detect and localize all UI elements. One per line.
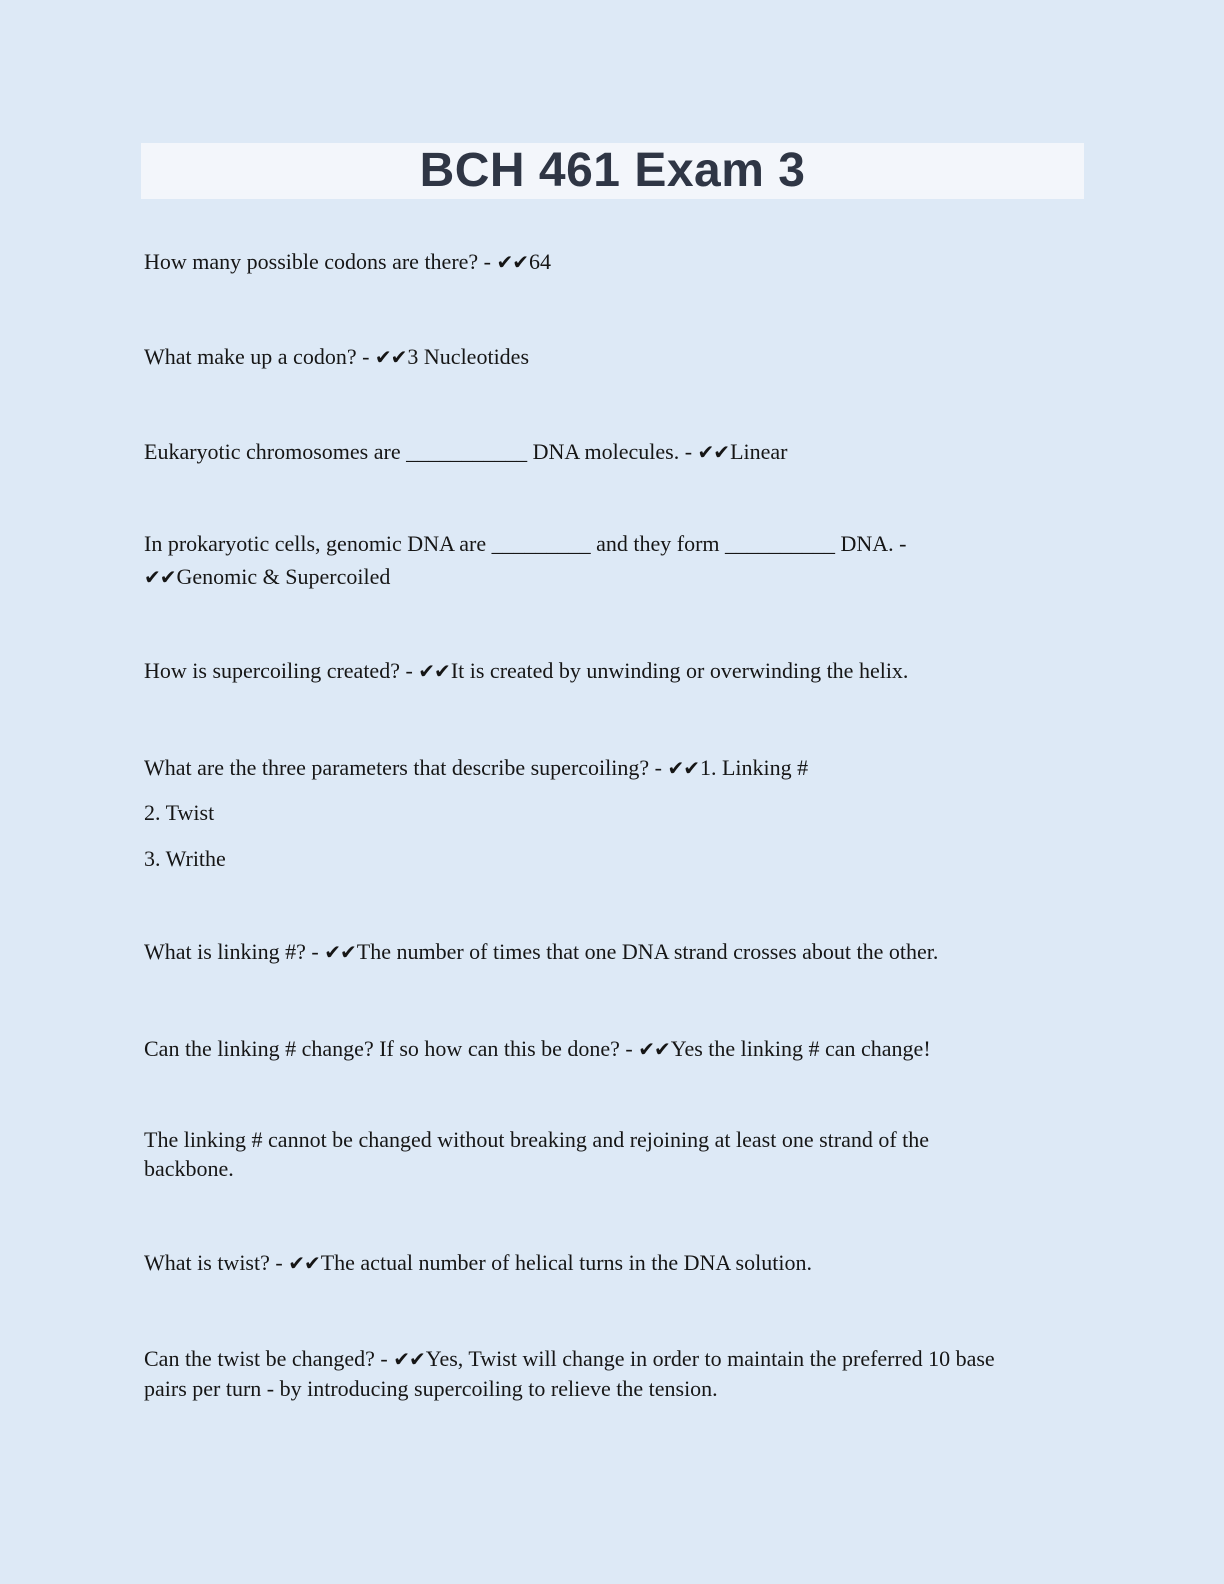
- answer-text: It is created by unwinding or overwinding the helix.: [450, 658, 909, 683]
- qa-line-4-answer: [144, 562, 390, 592]
- answer-text: pairs per turn - by introducing supercoiling to relieve the tension.: [144, 1376, 718, 1401]
- question-text: In prokaryotic cells, genomic DNA are _________ and they form __________ DNA. -: [144, 531, 907, 556]
- list-item-twist: [144, 798, 214, 828]
- qa-line-4: [144, 529, 907, 559]
- double-check-icon: ✔✔: [393, 1347, 425, 1371]
- answer-text: 2. Twist: [144, 800, 215, 825]
- question-text: What are the three parameters that describe supercoiling? -: [144, 755, 668, 780]
- qa-line-3: [144, 437, 787, 467]
- double-check-icon: ✔✔: [697, 440, 730, 464]
- double-check-icon: ✔✔: [288, 1251, 320, 1275]
- qa-line-10: [144, 1344, 995, 1374]
- qa-line-10-continued: [144, 1374, 718, 1404]
- answer-text: The actual number of helical turns in the DNA solution.: [320, 1250, 812, 1275]
- answer-text: 1. Linking #: [699, 755, 809, 780]
- double-check-icon: ✔✔: [324, 940, 356, 964]
- answer-text: 3. Writhe: [144, 846, 226, 871]
- qa-line-6: [144, 753, 808, 783]
- paragraph-line-2: [144, 1154, 234, 1184]
- answer-text: 64: [529, 249, 552, 274]
- qa-line-1: [144, 247, 551, 277]
- qa-line-8: [144, 1034, 931, 1064]
- page-title: BCH 461 Exam 3: [419, 144, 806, 197]
- answer-text: Genomic & Supercoiled: [176, 564, 391, 589]
- list-item-writhe: [144, 844, 226, 874]
- qa-line-7: [144, 937, 938, 967]
- title-banner: [141, 143, 1084, 199]
- question-text: Can the twist be changed? -: [144, 1346, 394, 1371]
- double-check-icon: ✔✔: [667, 756, 699, 780]
- question-text: What make up a codon? -: [144, 344, 375, 369]
- answer-text: Yes the linking # can change!: [670, 1036, 931, 1061]
- qa-line-2: [144, 342, 529, 372]
- qa-line-9: [144, 1248, 812, 1278]
- paragraph-text: The linking # cannot be changed without breaking and rejoining at least one strand of the: [144, 1127, 930, 1152]
- double-check-icon: ✔✔: [418, 659, 450, 683]
- paragraph-line-1: [144, 1125, 929, 1155]
- answer-text: The number of times that one DNA strand crosses about the other.: [356, 939, 939, 964]
- question-text: Eukaryotic chromosomes are ___________ DNA molecules. -: [144, 439, 698, 464]
- answer-text: Linear: [730, 439, 788, 464]
- answer-text: 3 Nucleotides: [407, 344, 530, 369]
- question-text: How is supercoiling created? -: [144, 658, 419, 683]
- double-check-icon: ✔✔: [638, 1037, 670, 1061]
- question-text: How many possible codons are there? -: [144, 249, 497, 274]
- question-text: Can the linking # change? If so how can this be done? -: [144, 1036, 639, 1061]
- qa-line-5: [144, 656, 908, 686]
- paragraph-text: backbone.: [144, 1156, 234, 1181]
- double-check-icon: ✔✔: [144, 565, 176, 589]
- question-text: What is linking #? -: [144, 939, 325, 964]
- double-check-icon: ✔✔: [496, 250, 529, 274]
- answer-text: Yes, Twist will change in order to maintain the preferred 10 base: [425, 1346, 995, 1371]
- question-text: What is twist? -: [144, 1250, 289, 1275]
- double-check-icon: ✔✔: [374, 345, 407, 369]
